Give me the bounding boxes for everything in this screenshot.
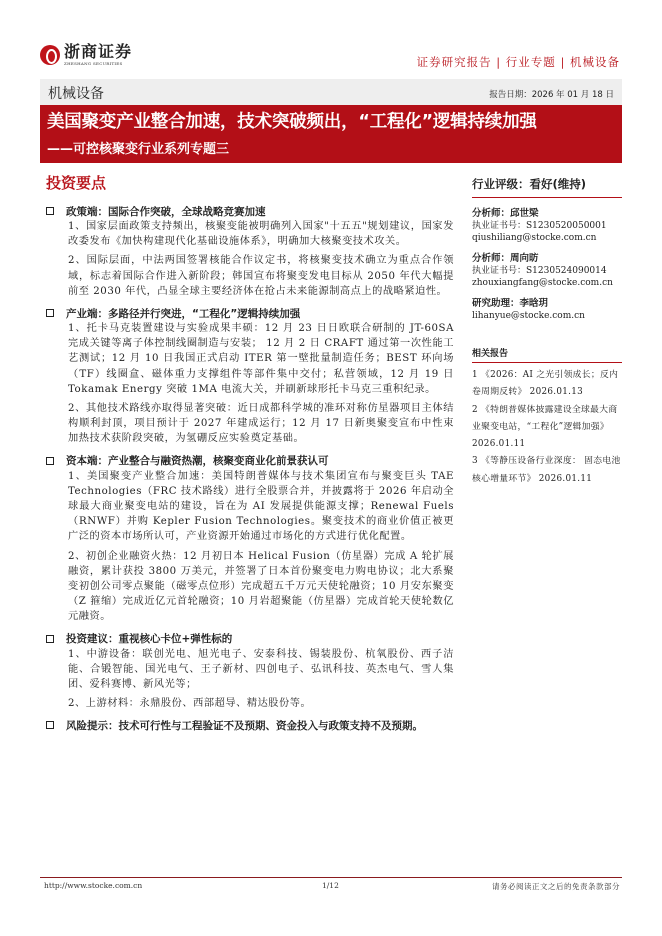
highlight-heading-text: 政策端：国际合作突破，全球战略竞赛加速 (66, 205, 266, 218)
highlight-paragraph: 2、初创企业融资火热：12 月初日本 Helical Fusion（仿星器）完成 A 轮扩展融资，累计获投 3800 万美元，并签署了日本首份聚变电力购电协议；北大系聚变初创公司零点聚能（磁零点位形）完成超五千万元天使轮融资；10 月安东聚变（Z 箍缩）完成近亿元首轮融资；10 月岩超聚能（仿星器）完成首轮天使轮数亿元融资。 (68, 550, 454, 623)
highlight-heading (46, 203, 454, 219)
logo-icon (40, 45, 60, 65)
highlight-heading-text: 投资建议：重视核心卡位+弹性标的 (66, 633, 233, 646)
highlight-heading (46, 453, 454, 469)
highlight-paragraph: 2、国际层面，中法两国签署核能合作议定书，将核聚变技术确立为重点合作领域，标志着国际合作进入新阶段；韩国宣布将聚变发电目标从 2050 年代大幅提前至 2030 年代，凸显全球主要经济体在抢占未来能源制高点上的战略紧迫性。 (68, 255, 454, 297)
report-subtitle: ——可控核聚变行业系列专题三 (47, 142, 230, 157)
highlight-item (46, 305, 454, 447)
investment-highlights (46, 172, 454, 739)
analyst-email[interactable]: qiushiliang@stocke.com.cn (472, 233, 597, 243)
report-date: 报告日期：2026 年 01 月 18 日 (489, 90, 614, 100)
footer-disclaimer: 请务必阅读正文之后的免责条款部分 (492, 882, 620, 891)
logo-name: 浙商证券 (64, 42, 133, 61)
company-logo (40, 43, 132, 66)
highlight-item (46, 717, 454, 733)
title-band (40, 105, 622, 163)
analyst-card (472, 208, 622, 244)
highlight-paragraph: 2、其他技术路线亦取得显著突破：近日成都科学城的准环对称仿星器项目主体结构顺利封顶，项目预计于 2027 年建成运行；12 月 17 日新奥聚变宣布中性束加热技术获阶段突破，为氢硼反应实验奠定基础。 (68, 403, 454, 445)
analyst-card (472, 253, 622, 289)
analyst-cert: 执业证书号：S1230520050001 (472, 221, 607, 231)
analyst-email[interactable]: zhouxiangfang@stocke.com.cn (472, 278, 613, 288)
report-title: 美国聚变产业整合加速，技术突破频出，“工程化”逻辑持续加强 (47, 112, 537, 132)
analyst-name: 分析师：邱世梁 (472, 208, 539, 219)
highlight-item (46, 453, 454, 625)
section-title: 投资要点 (46, 174, 107, 192)
industry-band (40, 79, 622, 105)
related-reports-title: 相关报告 (472, 346, 622, 363)
footer-url[interactable]: http://www.stocke.com.cn (44, 881, 143, 890)
analyst-name: 研究助理：李晗玥 (472, 298, 549, 309)
highlight-paragraph: 1、托卡马克装置建设与实验成果丰硕：12 月 23 日日欧联合研制的 JT-60SA 完成关键等离子体控制线圈制造与安装； 12 月 2 日 CRAFT 通过第一次性能工艺测试；12 月 10 日我国正式启动 ITER 第一壁批量制造任务；BEST 环向场（TF）线圈盒、磁体重力支撑组件等部件集中交付；私营领域，12 月 19 日 Tokamak Energy 突破 1MA 电流大关，并刷新球形托卡马克三重积纪录。 (68, 323, 454, 395)
highlight-item (46, 203, 454, 299)
related-report-link[interactable]: 3 《等静压设备行业深度： 固态电池核心增量环节》 2026.01.11 (472, 456, 621, 484)
highlight-paragraph: 1、中游设备：联创光电、旭光电子、安泰科技、锡装股份、杭氧股份、西子洁能、合锻智能、国光电气、王子新材、四创电子、弘讯科技、英杰电气、雪人集团、爱科赛博、新风光等； (68, 648, 454, 691)
industry-label: 机械设备 (48, 86, 104, 102)
checkbox-bullet-icon (46, 457, 54, 465)
analyst-cert: 执业证书号：S1230524090014 (472, 266, 607, 276)
highlight-paragraph: 2、上游材料：永鼎股份、西部超导、精达股份等。 (68, 698, 312, 710)
related-report-link[interactable]: 1 《2026：AI 之光引领成长；反内卷周期反转》 2026.01.13 (472, 370, 619, 398)
page-number: 1/12 (322, 881, 339, 890)
logo-english: ZHESHANG SECURITIES (64, 61, 123, 66)
sidebar (472, 176, 622, 488)
related-report-link[interactable]: 2 《特朗普媒体披露建设全球最大商业聚变电站，“工程化”逻辑加强》 2026.01.11 (472, 404, 618, 450)
highlight-heading-text: 产业端：多路径并行突进，“工程化”逻辑持续加强 (66, 307, 301, 320)
footer-divider (40, 877, 622, 878)
highlight-heading (46, 305, 454, 321)
checkbox-bullet-icon (46, 207, 54, 215)
checkbox-bullet-icon (46, 721, 54, 729)
highlight-heading-text: 资本端：产业整合与融资热潮，核聚变商业化前景获认可 (66, 455, 329, 468)
highlight-paragraph: 1、美国聚变产业整合加速：美国特朗普媒体与技术集团宣布与聚变巨头 TAE Technologies（FRC 技术路线）进行全股票合并，并披露将于 2026 年启动全球最大商业聚变电站的建设，旨在为 AI 发展提供能源支撑；Renewal Fuels（RNWF）并购 Kepler Fusion Technologies。聚变技术的商业价值正被更广泛的资本市场所认可，产业资源开始通过市场化的方式进行优化配置。 (68, 470, 454, 543)
highlight-heading (46, 717, 454, 733)
analyst-email[interactable]: lihanyue@stocke.com.cn (472, 311, 585, 321)
analyst-name: 分析师：周向昉 (472, 253, 539, 264)
report-category: 证券研究报告 | 行业专题 | 机械设备 (416, 55, 620, 69)
highlight-item (46, 631, 454, 712)
checkbox-bullet-icon (46, 635, 54, 643)
highlight-heading-text: 风险提示：技术可行性与工程验证不及预期、资金投入与政策支持不及预期。 (66, 719, 423, 732)
highlight-heading (46, 631, 454, 647)
analyst-card (472, 298, 622, 322)
industry-rating: 行业评级：看好(维持) (472, 176, 622, 198)
checkbox-bullet-icon (46, 309, 54, 317)
highlight-paragraph: 1、国家层面政策支持频出，核聚变能被明确列入国家"十五五"规划建议，国家发改委发布《加快构建现代化基础设施体系》，明确加大核聚变技术攻关。 (68, 221, 454, 248)
